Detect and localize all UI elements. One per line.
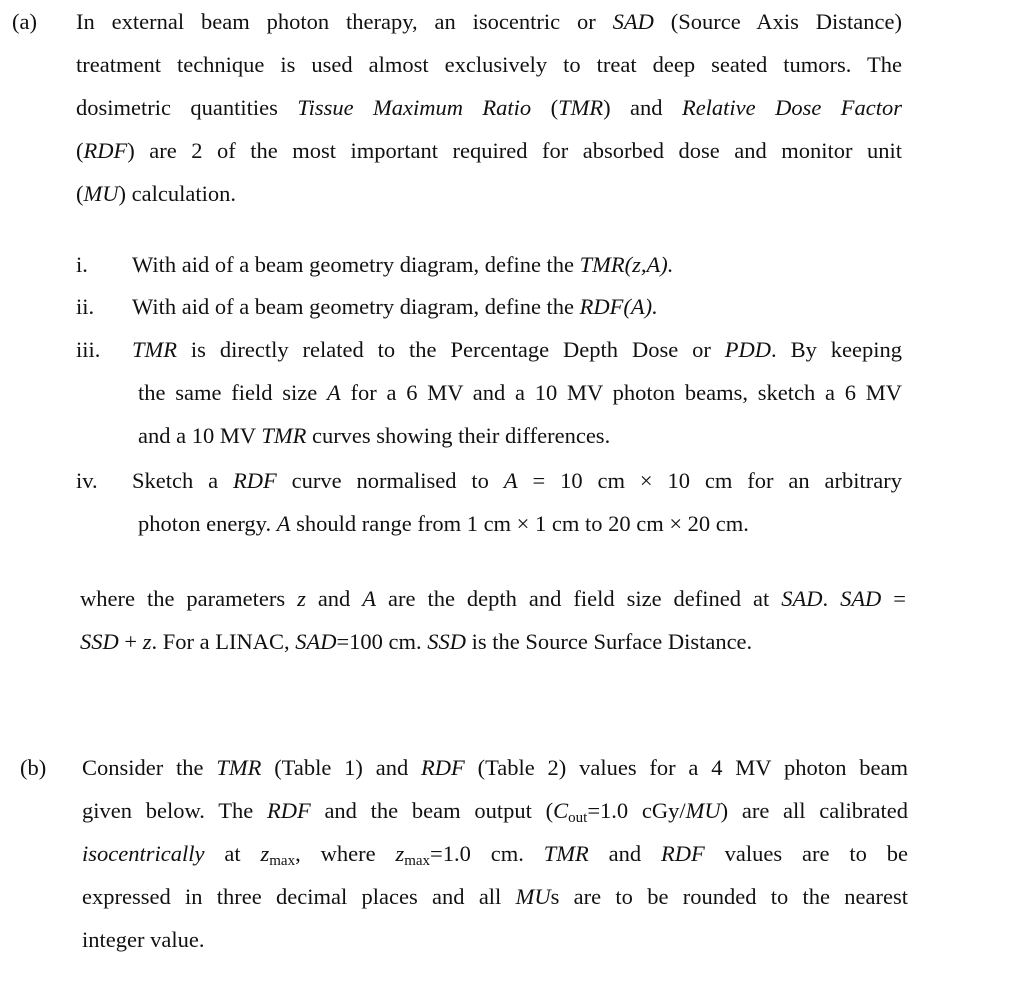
intro-line-3: dosimetric quantities Tissue Maximum Ratio (TMR) and Relative Dose Factor — [76, 95, 902, 120]
item-number: iii. — [76, 337, 101, 362]
b-line-3: isocentrically at $z_{max}$, where $z_{max}=1.0$ cm. TMR and RDF values are to be — [82, 841, 908, 869]
b-line-4: expressed in three decimal places and all MUs are to be rounded to the nearest — [82, 884, 909, 909]
item-number: i. — [76, 252, 88, 277]
b-line-1: Consider the TMR (Table 1) and RDF (Table 2) values for a 4 MV photon beam — [82, 755, 909, 780]
item-number: iv. — [76, 468, 98, 493]
b-line-2: given below. The RDF and the beam output ($C_{out}=1.0$ cGy/MU) are all calibrated — [82, 798, 908, 826]
item-iv-line-2: photon energy. A should range from 1 cm × 1 cm to 20 cm × 20 cm. — [138, 511, 749, 536]
intro-line-2: treatment technique is used almost exclusively to treat deep seated tumors. The — [76, 52, 902, 77]
item-iv-line-1: Sketch a RDF curve normalised to A = 10 cm × 10 cm for an arbitrary — [132, 468, 902, 493]
item-iii-line-2: the same field size A for a 6 MV and a 10 MV photon beams, sketch a 6 MV — [138, 380, 902, 405]
part-b-paragraph — [82, 746, 908, 961]
item-text — [132, 459, 902, 545]
b-line-5: integer value. — [82, 927, 205, 952]
definitions-paragraph — [80, 577, 906, 663]
item-text: With aid of a beam geometry diagram, define the TMR(z,A). — [132, 252, 674, 277]
intro-line-4: (RDF) are 2 of the most important required for absorbed dose and monitor unit — [76, 138, 902, 163]
item-iii-line-3: and a 10 MV TMR curves showing their differences. — [138, 423, 611, 448]
part-a-label: (a) — [12, 9, 37, 34]
intro-line-5: (MU) calculation. — [76, 181, 236, 206]
part-a-intro — [76, 0, 902, 215]
item-text — [132, 328, 902, 457]
where-line-2: SSD + z. For a LINAC, SAD=100 cm. SSD is the Source Surface Distance. — [80, 629, 753, 654]
part-b-label: (b) — [20, 755, 47, 780]
where-line-1: where the parameters z and A are the depth and field size defined at SAD. SAD = — [80, 586, 906, 611]
item-text: With aid of a beam geometry diagram, define the RDF(A). — [132, 294, 658, 319]
item-iii-line-1: TMR is directly related to the Percentage Depth Dose or PDD. By keeping — [132, 337, 902, 362]
intro-line-1: In external beam photon therapy, an isocentric or SAD (Source Axis Distance) — [76, 9, 902, 34]
item-number: ii. — [76, 294, 95, 319]
